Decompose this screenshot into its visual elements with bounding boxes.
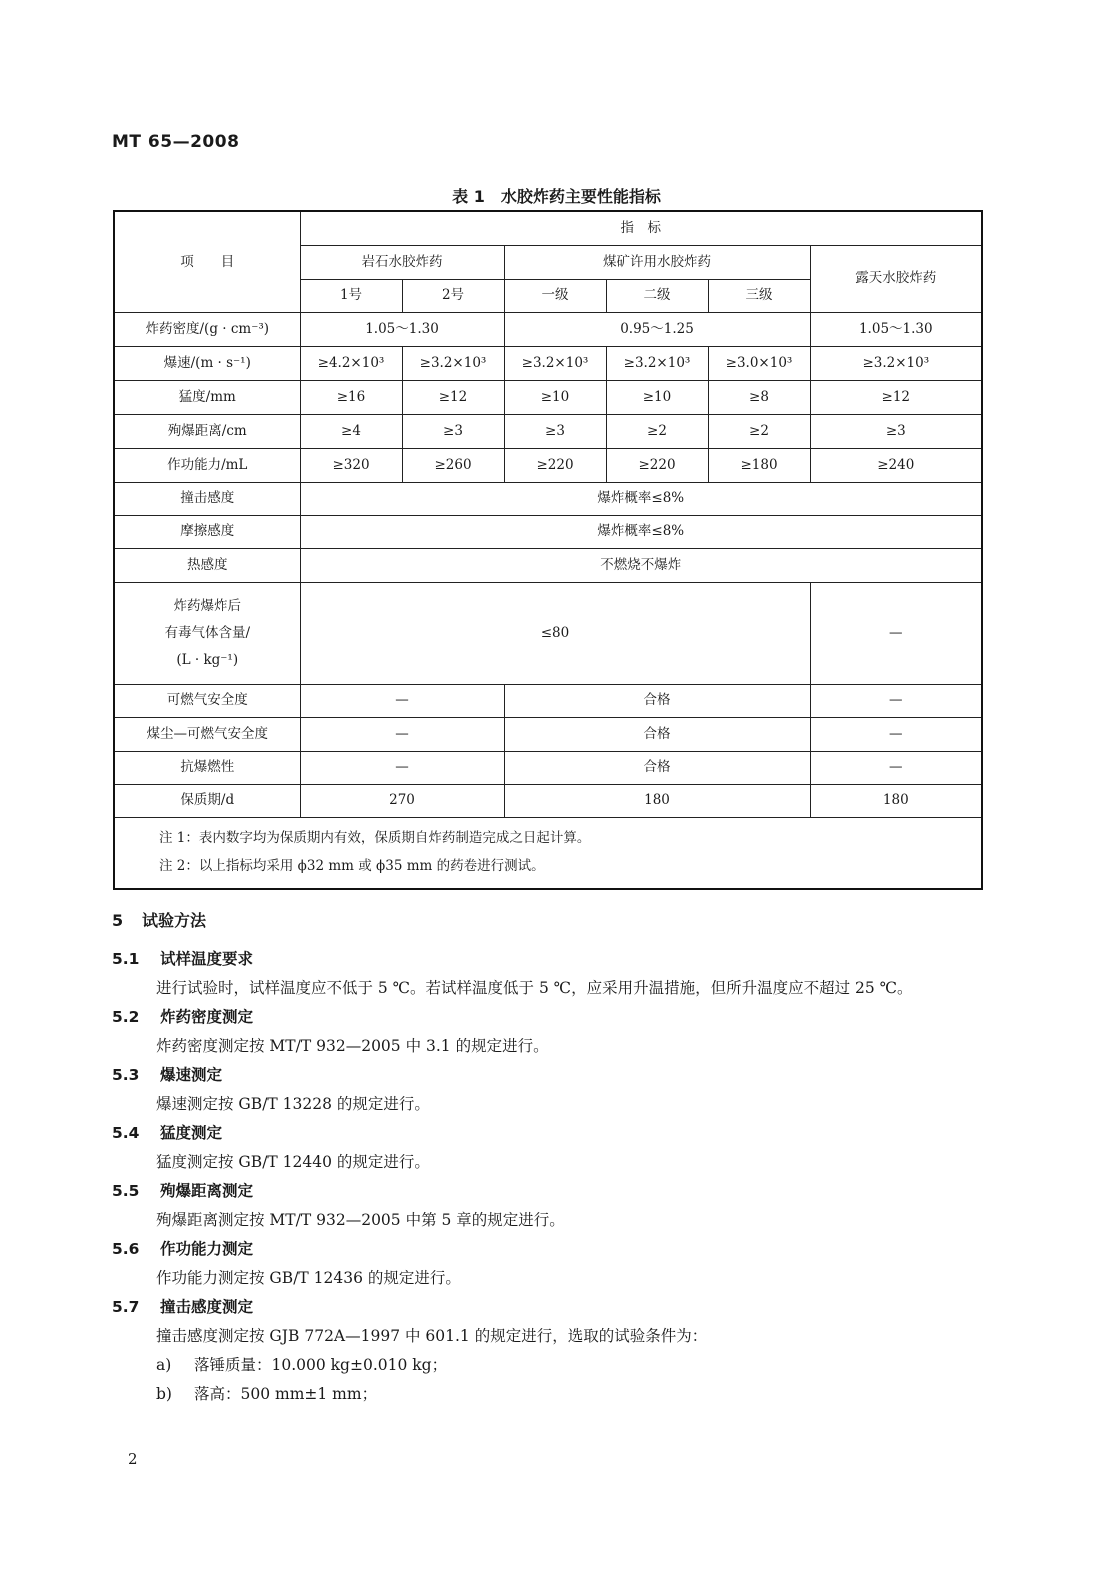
cell: ≥220 [606, 448, 708, 482]
subsection-number: 5.2 [112, 1008, 140, 1026]
item-header: 项 目 [114, 211, 300, 312]
list-text: 落高：500 mm±1 mm； [194, 1385, 378, 1403]
row-label: 煤尘—可燃气安全度 [114, 717, 300, 751]
row-label: 保质期/d [114, 784, 300, 817]
subsection-heading [112, 1061, 992, 1090]
subsection-heading [112, 945, 992, 974]
row-label: 作功能力/mL [114, 448, 300, 482]
subsection-number: 5.5 [112, 1182, 140, 1200]
paragraph: 撞击感度测定按 GJB 772A—1997 中 601.1 的规定进行，选取的试验条件为： [156, 1327, 708, 1345]
cell: ≥3 [402, 414, 504, 448]
table-row [114, 515, 982, 548]
row-label: 撞击感度 [114, 482, 300, 515]
row-label: 抗爆燃性 [114, 751, 300, 784]
subsection-title: 试样温度要求 [160, 950, 254, 968]
paragraph: 猛度测定按 GB/T 12440 的规定进行。 [156, 1153, 430, 1171]
row-label: 炸药密度/(g · cm⁻³) [114, 312, 300, 346]
cell: — [300, 751, 504, 784]
cell: ≥4.2×10³ [300, 346, 402, 380]
cell: ≥220 [504, 448, 606, 482]
row-label-line: 有毒气体含量/ [164, 624, 251, 641]
subsection-title: 作功能力测定 [160, 1240, 254, 1258]
paragraph: 炸药密度测定按 MT/T 932—2005 中 3.1 的规定进行。 [156, 1037, 549, 1055]
table-row [114, 414, 982, 448]
cell: — [810, 684, 982, 717]
cell: ≥3.2×10³ [504, 346, 606, 380]
cell: ≥260 [402, 448, 504, 482]
subsection-number: 5.1 [112, 950, 140, 968]
list-text: 落锤质量：10.000 kg±0.010 kg； [194, 1356, 448, 1374]
note-2: 注 2：以上指标均采用 ϕ32 mm 或 ϕ35 mm 的药卷进行测试。 [159, 857, 545, 874]
subsection-title: 猛度测定 [160, 1124, 223, 1142]
subsection-heading [112, 1119, 992, 1148]
cell: 180 [810, 784, 982, 817]
paragraph: 爆速测定按 GB/T 13228 的规定进行。 [156, 1095, 430, 1113]
cell: 不燃烧不爆炸 [300, 548, 982, 582]
section-title: 试验方法 [142, 911, 207, 930]
indicator-header: 指 标 [300, 211, 982, 245]
cell: 合格 [504, 717, 810, 751]
cell: 0.95～1.25 [504, 312, 810, 346]
subsection-heading [112, 1235, 992, 1264]
cell: 1.05～1.30 [810, 312, 982, 346]
page-number: 2 [128, 1450, 138, 1468]
cell: ≥180 [708, 448, 810, 482]
cell: — [300, 717, 504, 751]
no2-header: 2号 [402, 279, 504, 312]
cell: ≥8 [708, 380, 810, 414]
row-label: 猛度/mm [114, 380, 300, 414]
row-label [114, 582, 300, 684]
cell: ≥3 [504, 414, 606, 448]
cell: — [810, 717, 982, 751]
section-number: 5 [112, 911, 124, 930]
open-header: 露天水胶炸药 [810, 245, 982, 312]
performance-table [113, 210, 983, 890]
cell: 180 [504, 784, 810, 817]
cell: — [810, 582, 982, 684]
cell: ≥12 [402, 380, 504, 414]
table-row [114, 548, 982, 582]
notes-cell [114, 817, 982, 889]
subsection-heading [112, 1003, 992, 1032]
list-item [112, 1380, 992, 1409]
table-title: 表 1 水胶炸药主要性能指标 [452, 187, 661, 206]
cell: — [300, 684, 504, 717]
table-row [114, 582, 982, 684]
cell: 270 [300, 784, 504, 817]
table-row [114, 717, 982, 751]
paragraph: 作功能力测定按 GB/T 12436 的规定进行。 [156, 1269, 461, 1287]
subsection-title: 殉爆距离测定 [160, 1182, 254, 1200]
list-label: b) [156, 1385, 172, 1403]
cell: ≥3.2×10³ [402, 346, 504, 380]
cell: ≥10 [606, 380, 708, 414]
paragraph: 殉爆距离测定按 MT/T 932—2005 中第 5 章的规定进行。 [156, 1211, 565, 1229]
row-label: 热感度 [114, 548, 300, 582]
coal-header: 煤矿许用水胶炸药 [504, 245, 810, 279]
rock-header: 岩石水胶炸药 [300, 245, 504, 279]
row-label-line: (L · kg⁻¹) [176, 651, 239, 668]
cell: ≥16 [300, 380, 402, 414]
table-row [114, 751, 982, 784]
cell: 爆炸概率≤8% [300, 515, 982, 548]
table-row [114, 346, 982, 380]
section-heading [112, 906, 992, 935]
row-label: 可燃气安全度 [114, 684, 300, 717]
cell: ≤80 [300, 582, 810, 684]
table-row [114, 784, 982, 817]
list-item [112, 1351, 992, 1380]
table-row [114, 312, 982, 346]
subsection-number: 5.7 [112, 1298, 140, 1316]
subsection-title: 爆速测定 [160, 1066, 223, 1084]
grade1-header: 一级 [504, 279, 606, 312]
table-row [114, 482, 982, 515]
cell: 爆炸概率≤8% [300, 482, 982, 515]
cell: ≥3.2×10³ [810, 346, 982, 380]
document-code: MT 65—2008 [112, 132, 240, 152]
cell: 1.05～1.30 [300, 312, 504, 346]
table-row [114, 684, 982, 717]
cell: ≥12 [810, 380, 982, 414]
cell: ≥3.2×10³ [606, 346, 708, 380]
cell: — [810, 751, 982, 784]
cell: ≥2 [606, 414, 708, 448]
subsection-number: 5.6 [112, 1240, 140, 1258]
cell: ≥240 [810, 448, 982, 482]
cell: 合格 [504, 751, 810, 784]
row-label: 爆速/(m · s⁻¹) [114, 346, 300, 380]
subsection-title: 炸药密度测定 [160, 1008, 254, 1026]
list-label: a) [156, 1356, 172, 1374]
cell: 合格 [504, 684, 810, 717]
cell: ≥10 [504, 380, 606, 414]
no1-header: 1号 [300, 279, 402, 312]
grade2-header: 二级 [606, 279, 708, 312]
table-notes [114, 817, 982, 889]
row-label: 摩擦感度 [114, 515, 300, 548]
paragraph: 进行试验时，试样温度应不低于 5 ℃。若试样温度低于 5 ℃，应采用升温措施，但所升温度应不超过 25 ℃。 [156, 979, 913, 997]
cell: ≥4 [300, 414, 402, 448]
subsection-heading [112, 1293, 992, 1322]
table-row [114, 380, 982, 414]
subsection-title: 撞击感度测定 [160, 1298, 254, 1316]
note-1: 注 1：表内数字均为保质期内有效，保质期自炸药制造完成之日起计算。 [159, 829, 591, 846]
row-label-line: 炸药爆炸后 [173, 597, 241, 614]
subsection-heading [112, 1177, 992, 1206]
row-label: 殉爆距离/cm [114, 414, 300, 448]
cell: ≥3 [810, 414, 982, 448]
subsection-number: 5.4 [112, 1124, 140, 1142]
cell: ≥3.0×10³ [708, 346, 810, 380]
table-row [114, 448, 982, 482]
cell: ≥320 [300, 448, 402, 482]
grade3-header: 三级 [708, 279, 810, 312]
cell: ≥2 [708, 414, 810, 448]
subsection-number: 5.3 [112, 1066, 140, 1084]
section-5 [112, 906, 992, 1409]
